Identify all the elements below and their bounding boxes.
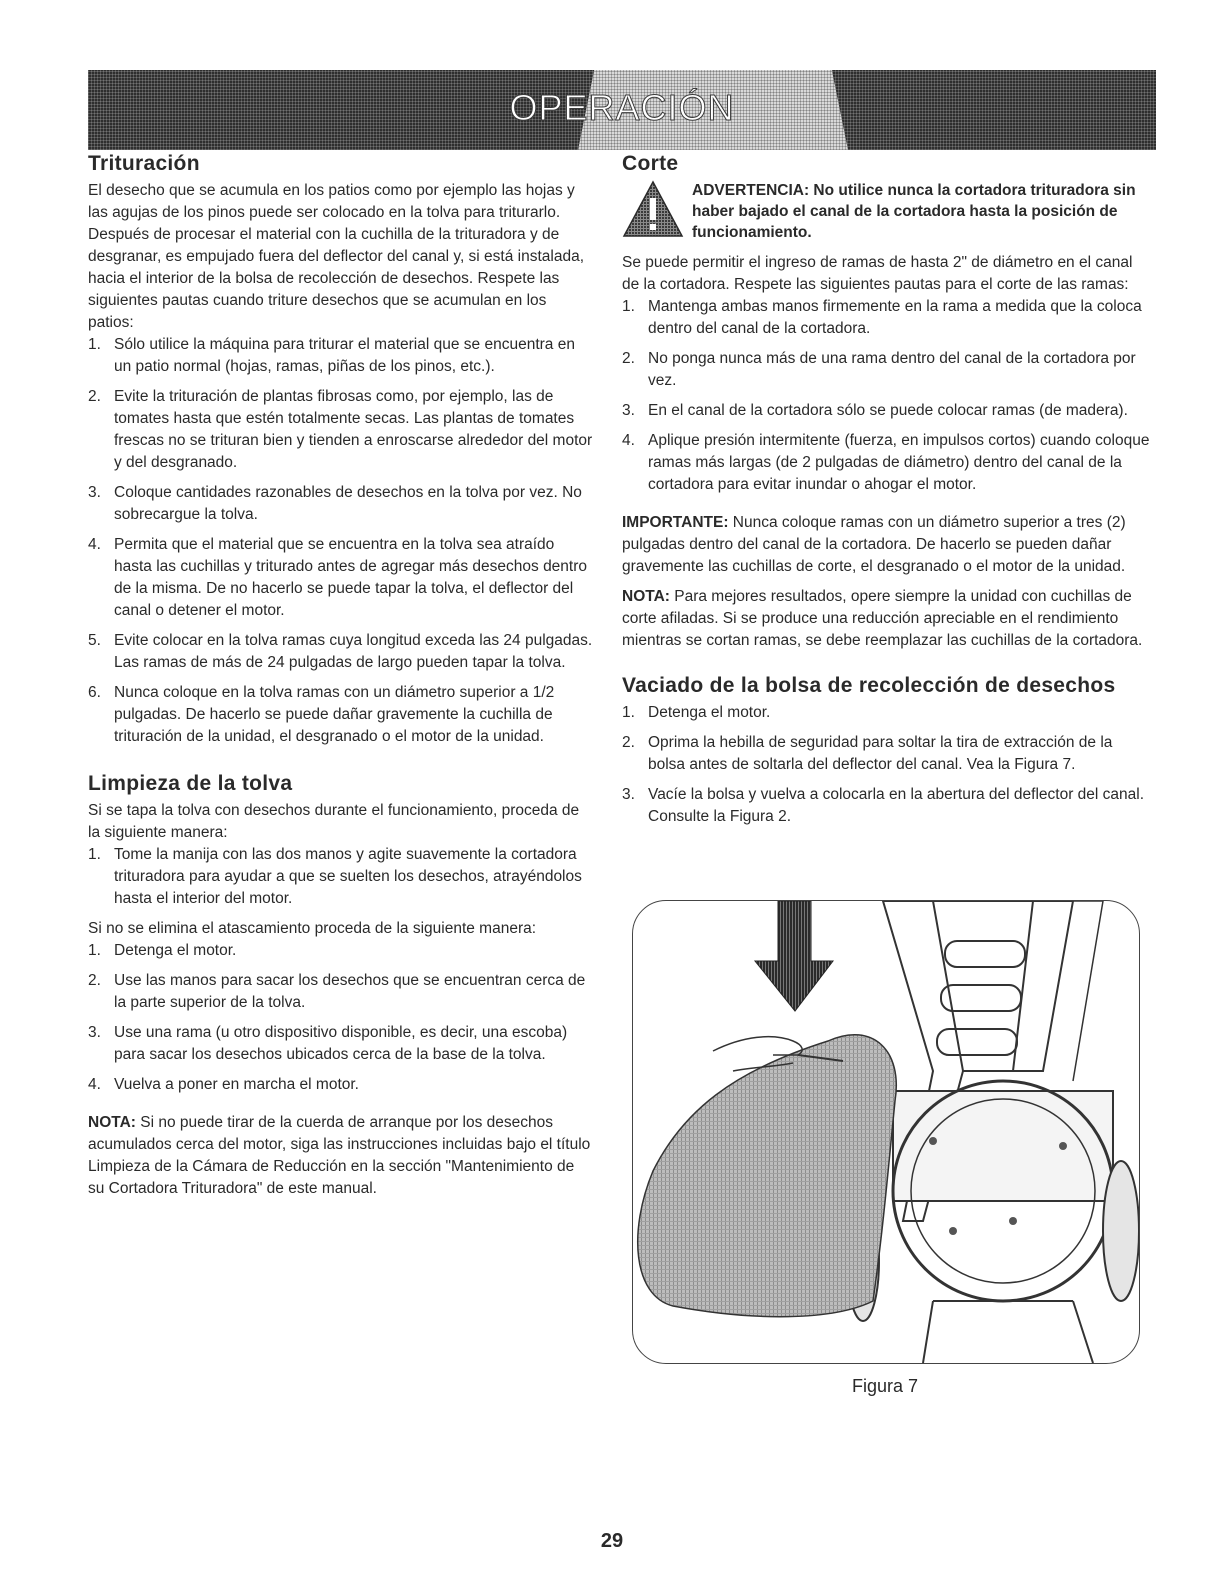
warning-triangle-icon — [622, 180, 684, 238]
corte-list — [622, 296, 1150, 496]
page-number: 29 — [600, 1530, 624, 1552]
warning-text: ADVERTENCIA: No utilice nunca la cortadora trituradora sin haber bajado el canal de la cortadora hasta la posición de funcionamiento. — [692, 182, 1136, 241]
list-item: 1. Detenga el motor. — [622, 704, 771, 721]
list-item: 3. Vacíe la bolsa y vuelva a colocarla en la abertura del deflector del canal. Consulte la Figura 2. — [622, 786, 1145, 825]
note-label: NOTA: — [622, 588, 670, 605]
corte-important: IMPORTANTE: Nunca coloque ramas con un diámetro superior a tres (2) pulgadas dentro del canal de la cortadora. De hacerlo se pueden dañar gravemente las cuchillas de corte, el desgranado o el motor de la unidad. — [622, 514, 1126, 575]
list-item: 3. En el canal de la cortadora sólo se puede colocar ramas (de madera). — [622, 402, 1128, 419]
corte-intro: Se puede permitir el ingreso de ramas de hasta 2" de diámetro en el canal de la cortadora. Respete las siguientes pautas para el corte de las ramas: — [622, 254, 1133, 293]
chipper-bag-illustration — [633, 901, 1139, 1363]
list-item: 1. Tome la manija con las dos manos y agite suavemente la cortadora trituradora para ayudar a que se suelten los desechos, atrayéndolos hasta el interior del motor. — [88, 846, 582, 907]
list-item: 2. Evite la trituración de plantas fibrosas como, por ejemplo, las de tomates hasta que estén totalmente secas. Las plantas de tomates frescas no se trituran bien y tienden a enroscarse alrededor del motor y del desgranado. — [88, 388, 593, 471]
list-item: 3. Coloque cantidades razonables de desechos en la tolva por vez. No sobrecargue la tolva. — [88, 484, 582, 523]
limpieza-note: NOTA: Si no puede tirar de la cuerda de arranque por los desechos acumulados cerca del motor, siga las instrucciones incluidas bajo el título Limpieza de la Cámara de Reducción en la sección "Mantenimiento de su Cortadora Trituradora" de este manual. — [88, 1114, 591, 1197]
list-item: 2. No ponga nunca más de una rama dentro del canal de la cortadora por vez. — [622, 350, 1136, 389]
list-item: 4. Aplique presión intermitente (fuerza, en impulsos cortos) cuando coloque ramas más largas (de 2 pulgadas de diámetro) dentro del canal de la cortadora para evitar inundar o ahogar el motor. — [622, 432, 1150, 493]
list-item: 4. Permita que el material que se encuentra en la tolva sea atraído hasta las cuchillas y triturado antes de agregar más desechos dentro de la misma. De no hacerlo se puede tapar la tolva, el deflector del canal o detener el motor. — [88, 536, 588, 619]
list-item: 3. Use una rama (u otro dispositivo disponible, es decir, una escoba) para sacar los desechos ubicados cerca de la base de la tolva. — [88, 1024, 568, 1063]
list-item: 2. Oprima la hebilla de seguridad para soltar la tira de extracción de la bolsa antes de soltarla del deflector del canal. Vea la Figura 7. — [622, 734, 1113, 773]
list-item: 1. Detenga el motor. — [88, 942, 237, 959]
right-column — [622, 152, 1150, 836]
list-item: 6. Nunca coloque en la tolva ramas con un diámetro superior a 1/2 pulgadas. De hacerlo se puede dañar gravemente la cuchilla de trituración de la unidad, el desgranado o el motor de la unidad. — [88, 684, 555, 745]
section-title-trituracion: Trituración — [88, 152, 200, 175]
list-item: 5. Evite colocar en la tolva ramas cuya longitud exceda las 24 pulgadas. Las ramas de más de 24 pulgadas de largo pueden tapar la tolva. — [88, 632, 593, 671]
warning-block — [622, 180, 1150, 246]
important-label: IMPORTANTE: — [622, 514, 729, 531]
limpieza-list-b — [88, 940, 594, 1096]
section-title-corte: Corte — [622, 152, 679, 175]
figure-caption: Figura 7 — [851, 1376, 919, 1396]
trituracion-list — [88, 334, 594, 748]
section-title-vaciado: Vaciado de la bolsa de recolección de desechos — [622, 674, 1116, 697]
note-label: NOTA: — [88, 1114, 136, 1131]
trituracion-intro: El desecho que se acumula en los patios como por ejemplo las hojas y las agujas de los pinos puede ser colocado en la tolva para triturarlo. Después de procesar el material con la cuchilla de la trituradora y de desgranar, es empujado fuera del deflector del canal y, si está instalada, hacia el interior de la bolsa de recolección de desechos. Respete las siguientes pautas cuando triture desechos que se acumulan en los patios: — [88, 182, 585, 331]
list-item: 1. Sólo utilice la máquina para triturar el material que se encuentra en un patio normal (hojas, ramas, piñas de los pinos, etc.). — [88, 336, 575, 375]
limpieza-intro: Si se tapa la tolva con desechos durante el funcionamiento, proceda de la siguiente manera: — [88, 802, 580, 841]
list-item: 4. Vuelva a poner en marcha el motor. — [88, 1076, 359, 1093]
page-title: OPERACIÓN — [509, 87, 735, 128]
corte-note: NOTA: Para mejores resultados, opere siempre la unidad con cuchillas de corte afiladas. Si se produce una reducción apreciable en el rendimiento mientras se cortan ramas, se debe reemplazar las cuchillas de la cortadora. — [622, 588, 1143, 649]
limpieza-list-a — [88, 844, 594, 910]
list-item: 2. Use las manos para sacar los desechos que se encuentran cerca de la parte superior de la tolva. — [88, 972, 586, 1011]
figure-7-illustration — [632, 900, 1140, 1364]
list-item: 1. Mantenga ambas manos firmemente en la rama a medida que la coloca dentro del canal de la cortadora. — [622, 298, 1142, 337]
section-title-limpieza: Limpieza de la tolva — [88, 772, 293, 795]
section-banner — [88, 70, 1156, 150]
vaciado-list — [622, 702, 1150, 828]
limpieza-middle: Si no se elimina el atascamiento proceda de la siguiente manera: — [88, 920, 537, 937]
left-column — [88, 152, 594, 1200]
